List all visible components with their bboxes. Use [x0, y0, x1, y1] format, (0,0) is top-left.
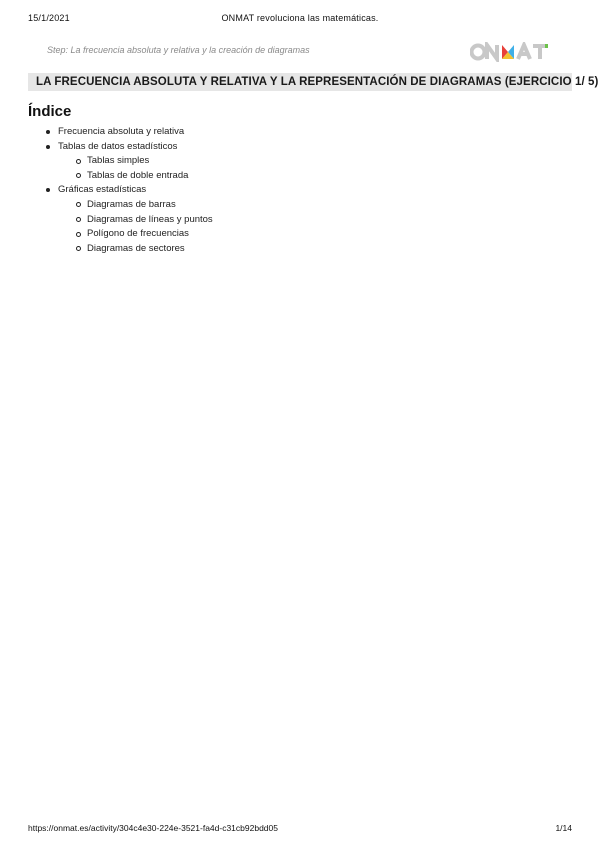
toc-subitem: [58, 169, 568, 184]
toc-subitem-label: Diagramas de líneas y puntos: [87, 213, 213, 225]
index-title: Índice: [28, 103, 72, 120]
toc-subitem: [58, 227, 568, 242]
table-of-contents: [28, 125, 568, 256]
print-date: 15/1/2021: [28, 13, 70, 23]
logo-letter-n: [487, 45, 497, 59]
toc-subitem: [58, 242, 568, 257]
toc-subitem-label: Polígono de frecuencias: [87, 228, 189, 240]
toc-subitem: [58, 154, 568, 169]
print-page-title: ONMAT revoluciona las matemáticas.: [221, 13, 379, 23]
logo-letter-o: [472, 46, 485, 59]
toc-item-label: Frecuencia absoluta y relativa: [58, 126, 185, 137]
logo-letter-t: [533, 46, 547, 59]
print-url: https://onmat.es/activity/304c4e30-224e-3521-fa4d-c31cb92bdd05: [28, 823, 278, 833]
toc-item-label: Gráficas estadísticas: [58, 184, 147, 196]
toc-item: [28, 125, 568, 140]
toc-subitem-label: Tablas simples: [87, 155, 150, 167]
toc-subitem-label: Tablas de doble entrada: [87, 169, 189, 181]
onmat-logo: [470, 42, 550, 62]
toc-item: [28, 183, 568, 256]
toc-subitem-label: Diagramas de sectores: [87, 242, 185, 254]
toc-item-label: Tablas de datos estadísticos: [58, 140, 178, 152]
logo-t-accent: [545, 44, 548, 48]
toc-subitem: [58, 198, 568, 213]
toc-subitem-label: Diagramas de barras: [87, 198, 176, 210]
logo-letter-a: [518, 45, 530, 59]
page-number: 1/14: [555, 823, 572, 833]
toc-subitem: [58, 213, 568, 228]
toc-item: [28, 140, 568, 184]
exercise-banner: LA FRECUENCIA ABSOLUTA Y RELATIVA Y LA REPRESENTACIÓN DE DIAGRAMAS (EJERCICIO 1/ 5): [28, 73, 572, 91]
step-breadcrumb: Step: La frecuencia absoluta y relativa y la creación de diagramas: [47, 45, 310, 55]
